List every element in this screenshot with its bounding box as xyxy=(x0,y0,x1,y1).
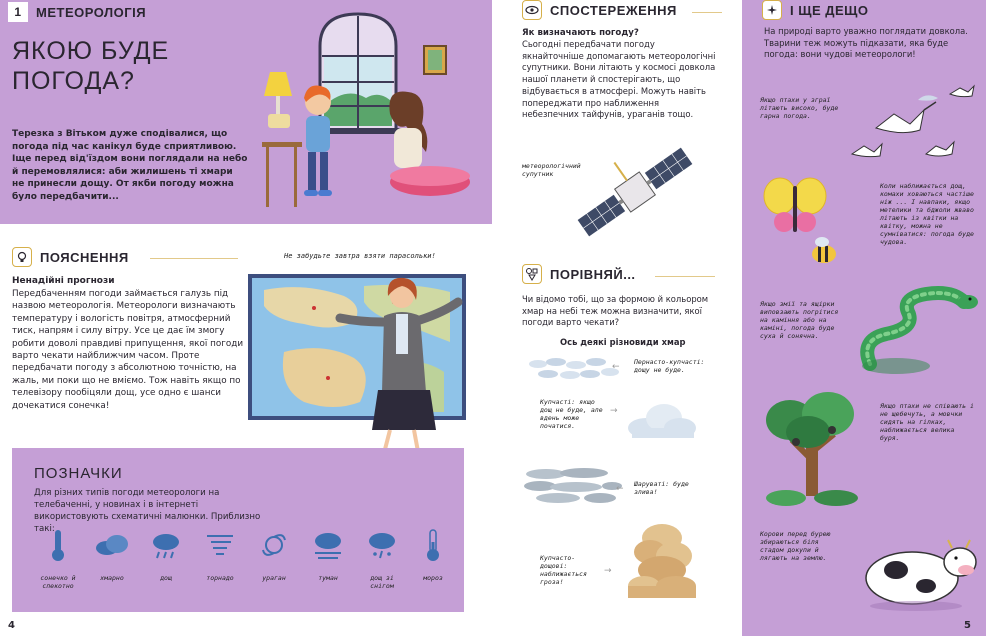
legend-label: дощ xyxy=(160,574,172,582)
animal-note-birds-silent: Якщо птахи не співають і не щебечуть, а мовчки сидять на гілках, наближається велика буря. xyxy=(880,402,974,442)
eye-icon xyxy=(522,0,542,20)
arrow-icon: ← xyxy=(616,484,624,494)
compare-subtitle: Ось деякі різновиди хмар xyxy=(560,337,686,347)
legend-text: Для різних типів погоди метеорологи на телебаченні, у новинах і в інтернеті використовують схематичні малюнки. Приблизно такі: xyxy=(34,488,261,534)
legend-item-sunny xyxy=(34,528,82,590)
legend-label: торнадо xyxy=(206,574,234,582)
bulb-icon xyxy=(12,247,32,267)
tree-birds-illustration xyxy=(762,390,862,508)
cloud-label-1: Пернасто-купчасті: дощу не буде. xyxy=(634,358,705,374)
sleet-icon xyxy=(365,528,399,562)
tornado-icon xyxy=(203,528,237,562)
sparkle-icon xyxy=(762,0,782,20)
fog-icon xyxy=(311,528,345,562)
intro-text: Терезка з Вітьком дуже сподівалися, що погода під час канікул буде сприятливою. Іще перед від'їздом вони поглядали на небо й перемовлялися: аби жилишень ті хмари не принесли дощу. От якби погоду можна було передбачити... xyxy=(12,129,248,202)
explanation-heading: ПОЯСНЕННЯ xyxy=(40,249,129,265)
kids-window-illustration xyxy=(256,6,488,216)
observation-heading: СПОСТЕРЕЖЕННЯ xyxy=(550,2,677,18)
explanation-text: Передбаченням погоди займається галузь під назвою метеорологія. Метеорологи визначають температуру і вологість повітря, атмосферний тиск, напрям і силу вітру. Усе це дає їм змогу робити доволі правдиві припущення, якої погоди варто чекати найближчим часом. Проте передбачати погоду з абсолютною точністю, на жаль, ми поки що не вміємо. Тож навіть якщо по телевізору пообіцяли дощ, усе одно є шанси дочекатися сонечка! xyxy=(12,289,244,411)
compare-text: Чи відомо тобі, що за формою й кольором хмар на небі теж можна визначити, якої погоди варто чекати? xyxy=(522,294,709,328)
page-title xyxy=(12,36,169,96)
butterfly-bee-illustration xyxy=(762,172,858,276)
explanation-divider xyxy=(150,258,238,259)
thermometer-cold-icon xyxy=(422,528,444,562)
arrow-icon: → xyxy=(604,566,612,576)
arrow-icon: ← xyxy=(612,362,620,372)
compare-heading: ПОРІВНЯЙ... xyxy=(550,266,636,282)
title-line-1: ЯКОЮ БУДЕ xyxy=(12,37,170,65)
more-text: На природі варто уважно поглядати довкола. Тварини теж можуть підказати, яка буде погода: вони чудові метеорологи! xyxy=(764,26,968,60)
chapter-number: 1 xyxy=(8,2,28,22)
legend-heading: ПОЗНАЧКИ xyxy=(34,465,123,482)
page-number-right: 5 xyxy=(964,620,971,631)
explanation-header xyxy=(12,247,129,267)
observation-header xyxy=(522,0,677,20)
legend-label: дощ зі снігом xyxy=(370,574,394,590)
legend-icons xyxy=(34,528,454,608)
snake-illustration xyxy=(856,284,980,380)
legend-label: туман xyxy=(318,574,338,582)
cirrocumulus-cloud xyxy=(524,352,624,382)
animal-note-cows: Корови перед бурею збираються біля стадом докупи й лягають на землю. xyxy=(760,530,831,562)
observation-text: Сьогодні передбачати погоду якнайточніше допомагають метеорологічні супутники. Вони літають у космосі довкола нашої планети й спостерігають, що відбувається в атмосфері. Можуть навіть попереджати про наближення небезпечних тайфунів, ураганів тощо. xyxy=(522,39,716,120)
legend-item-frost xyxy=(412,528,454,582)
cloud-label-2: Купчасті: якщо дощ не буде, але вдень може початися. xyxy=(540,398,603,430)
cloud-icon xyxy=(93,528,131,562)
teacher-speech: Не забудьте завтра взяти парасольки! xyxy=(284,252,436,260)
cumulonimbus-cloud xyxy=(624,520,700,602)
more-header xyxy=(762,0,869,20)
chapter-header xyxy=(8,2,146,22)
satellite-illustration xyxy=(570,132,700,252)
legend-item-fog xyxy=(304,528,352,582)
observation-question: Як визначають погоду? xyxy=(522,28,639,38)
animal-note-snakes: Якщо змії та ящірки виповзають погрітися на каміння або на каміні, погода буде суха й сонячна. xyxy=(760,300,839,340)
arrow-icon: → xyxy=(610,406,618,416)
legend-item-hurricane xyxy=(250,528,298,582)
hurricane-icon xyxy=(257,528,291,562)
shapes-icon xyxy=(522,264,542,284)
legend-label: ураган xyxy=(262,574,286,582)
rain-icon xyxy=(149,528,183,562)
title-line-2: ПОГОДА? xyxy=(12,67,135,95)
chapter-label: МЕТЕОРОЛОГІЯ xyxy=(36,4,147,20)
legend-item-tornado xyxy=(196,528,244,582)
legend-label: сонечко й спекотно xyxy=(40,574,76,590)
stratus-cloud xyxy=(522,464,622,506)
compare-divider xyxy=(655,276,715,277)
flying-birds-illustration xyxy=(846,84,980,174)
explanation-subheading: Ненадійні прогнози xyxy=(12,276,115,286)
animal-note-insects: Коли наближається дощ, комахи ховаються частіше ніж ... І навпаки, якщо метелики та бджоли жваво літають із квітки на квітку, можна не сумніватися: погода буде чудова. xyxy=(880,182,974,246)
cumulus-cloud xyxy=(624,398,700,442)
compare-header xyxy=(522,264,636,284)
legend-item-cloudy xyxy=(88,528,136,582)
observation-divider xyxy=(692,12,722,13)
animal-note-birds: Якщо птахи у зграї літають високо, буде гарна погода. xyxy=(760,96,839,120)
more-heading: І ЩЕ ДЕЩО xyxy=(790,2,869,18)
legend-item-rain xyxy=(142,528,190,582)
thermometer-hot-icon xyxy=(47,528,69,562)
legend-label: мороз xyxy=(423,574,443,582)
cloud-label-4: Купчасто-дощові: наближається гроза! xyxy=(540,554,587,586)
page-number-left: 4 xyxy=(8,620,15,631)
legend-label: хмарно xyxy=(100,574,124,582)
cow-illustration xyxy=(856,528,980,612)
legend-item-sleet xyxy=(358,528,406,590)
satellite-label: метеорологічний супутник xyxy=(522,162,581,178)
cloud-label-3: Шаруваті: буде злива! xyxy=(634,480,689,496)
